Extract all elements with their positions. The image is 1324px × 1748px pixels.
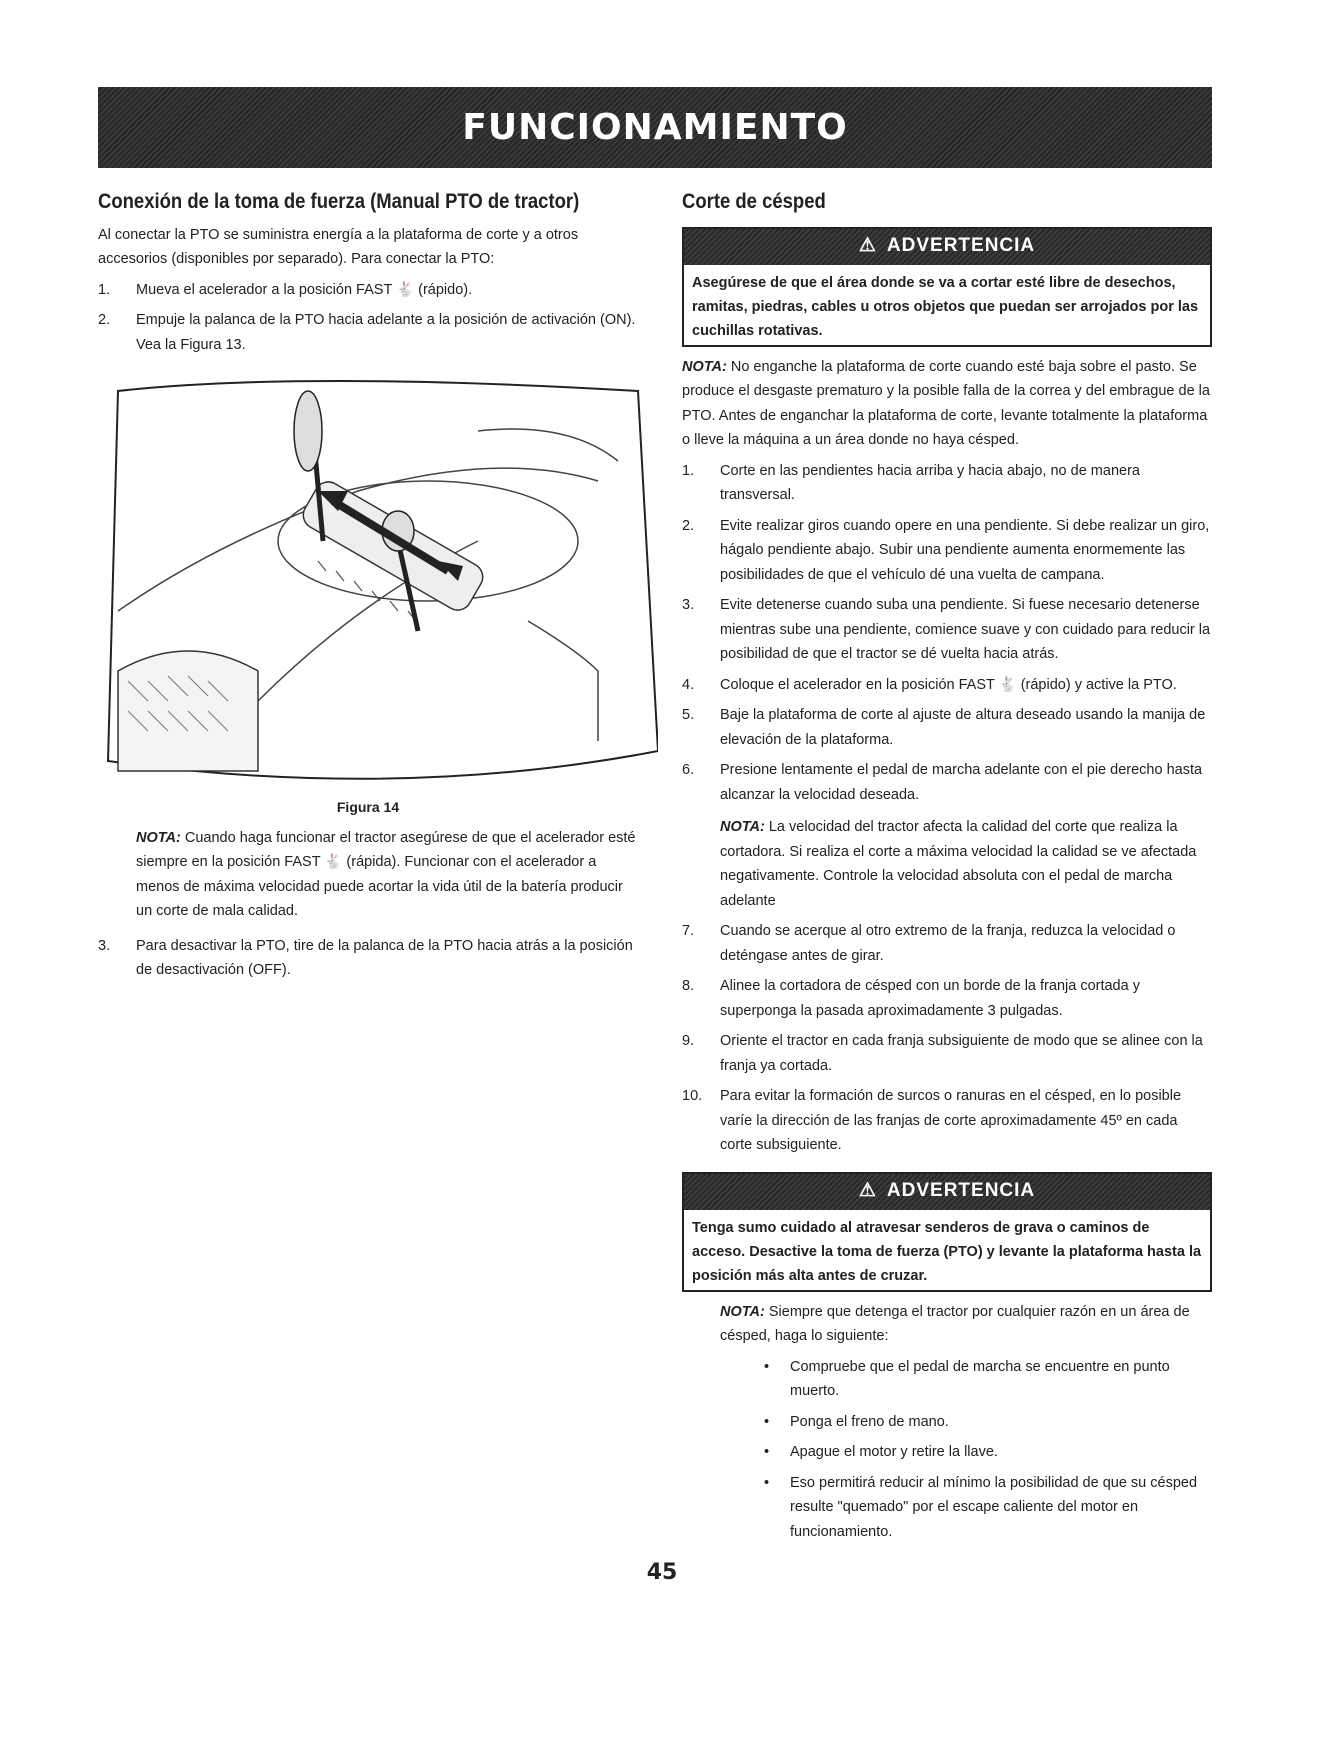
- mowing-note-3: [720, 1300, 1212, 1349]
- step-text: Empuje la palanca de la PTO hacia adelante a la posición de activación (ON). Vea la Figura 13.: [136, 312, 636, 353]
- step-text: Para desactivar la PTO, tire de la palanca de la PTO hacia atrás a la posición de desactivación (OFF).: [136, 937, 633, 978]
- warning-body: Tenga sumo cuidado al atravesar senderos de grava o caminos de acceso. Desactive la toma de fuerza (PTO) y levante la plataforma hasta la posición más alta antes de cruzar.: [692, 1219, 1202, 1284]
- checklist-item: [764, 1410, 1212, 1435]
- figure-14-illustration: [98, 371, 658, 791]
- note-label: NOTA:: [136, 829, 181, 846]
- mowing-step: [682, 974, 1212, 1023]
- pto-step-2: [98, 308, 638, 357]
- mowing-step: [682, 673, 1212, 698]
- bullet-icon: •: [764, 1474, 770, 1491]
- step-number: 1.: [98, 281, 111, 298]
- step-number: 3.: [98, 937, 111, 954]
- figure-caption: Figura 14: [336, 799, 400, 815]
- banner-title: FUNCIONAMIENTO: [462, 107, 848, 148]
- step-number: 4.: [682, 676, 695, 693]
- step-text: Presione lentamente el pedal de marcha adelante con el pie derecho hasta alcanzar la velocidad deseada.: [720, 762, 1203, 803]
- step-text: Baje la plataforma de corte al ajuste de altura deseado usando la manija de elevación de la plataforma.: [720, 707, 1206, 748]
- note-text: No enganche la plataforma de corte cuando esté baja sobre el pasto. Se produce el desgaste prematuro y la posible falla de la correa y del embrague de la PTO. Antes de enganchar la plataforma de corte, levante totalmente la plataforma o lleve la máquina a un área donde no haya césped.: [682, 358, 1210, 448]
- warning-triangle-icon: ⚠: [858, 1180, 877, 1202]
- note-label: NOTA:: [720, 1303, 765, 1320]
- checklist-text: Compruebe que el pedal de marcha se encuentre en punto muerto.: [790, 1358, 1170, 1399]
- mowing-step: [682, 758, 1212, 807]
- pto-intro: Al conectar la PTO se suministra energía a la plataforma de corte y a otros accesorios (disponibles por separado). Para conectar la PTO:: [98, 226, 579, 267]
- step-text: Para evitar la formación de surcos o ranuras en el césped, en lo posible varíe la dirección de las franjas de corte aproximadamente 45º en cada corte subsiguiente.: [720, 1088, 1182, 1153]
- mowing-note-2: [720, 815, 1212, 913]
- warning-box-1: [682, 227, 1212, 347]
- mowing-step: [682, 514, 1212, 588]
- step-number: 7.: [682, 923, 695, 939]
- pto-lever-drawing: [98, 371, 658, 791]
- pto-step-3: [98, 934, 638, 983]
- bullet-icon: •: [764, 1358, 770, 1375]
- section-banner: [98, 87, 1212, 168]
- step-text: Evite realizar giros cuando opere en una pendiente. Si debe realizar un giro, hágalo pendiente abajo. Subir una pendiente aumenta enormemente las posibilidades de que el vehículo dé una vuelta de campana.: [720, 517, 1210, 583]
- note-text: La velocidad del tractor afecta la calidad del corte que realiza la cortadora. Si realiza el corte a máxima velocidad la calidad se ve afectada negativamente. Controle la velocidad absoluta con el pedal de marcha adelante: [720, 819, 1197, 909]
- step-number: 9.: [682, 1033, 695, 1049]
- warning-header: [684, 229, 1210, 265]
- step-number: 2.: [682, 517, 695, 534]
- checklist-item: [764, 1440, 1212, 1465]
- warning-body: Asegúrese de que el área donde se va a cortar esté libre de desechos, ramitas, piedras, cables u otros objetos que puedan ser arrojados por las cuchillas rotativas.: [692, 274, 1199, 339]
- warning-title: ADVERTENCIA: [886, 1180, 1036, 1202]
- warning-triangle-icon: ⚠: [858, 235, 877, 257]
- note-text: Siempre que detenga el tractor por cualquier razón en un área de césped, haga lo siguiente:: [720, 1303, 1190, 1344]
- checklist-item: [764, 1355, 1212, 1404]
- step-number: 2.: [98, 312, 111, 328]
- left-column: [98, 190, 638, 983]
- step-number: 8.: [682, 978, 695, 994]
- checklist-item: [764, 1471, 1212, 1545]
- note-text: Cuando haga funcionar el tractor asegúrese de que el acelerador esté siempre en la posición FAST 🐇 (rápida). Funcionar con el acelerador a menos de máxima velocidad puede acortar la vida útil de la batería producir un corte de mala calidad.: [136, 829, 636, 919]
- step-number: 1.: [682, 462, 695, 479]
- checklist-text: Apague el motor y retire la llave.: [790, 1444, 998, 1460]
- bullet-icon: •: [764, 1413, 770, 1430]
- mowing-note-1: [682, 355, 1212, 453]
- checklist-text: Eso permitirá reducir al mínimo la posibilidad de que su césped resulte "quemado" por el escape caliente del motor en funcionamiento.: [790, 1474, 1198, 1540]
- note-label: NOTA:: [720, 819, 765, 835]
- mowing-step: [682, 459, 1212, 508]
- warning-header: [684, 1174, 1210, 1210]
- step-text: Alinee la cortadora de césped con un borde de la franja cortada y superponga la pasada aproximadamente 3 pulgadas.: [720, 978, 1140, 1019]
- step-text: Oriente el tractor en cada franja subsiguiente de modo que se alinee con la franja ya cortada.: [720, 1033, 1203, 1074]
- right-column: [682, 190, 1212, 1544]
- stop-checklist: [764, 1355, 1212, 1545]
- mowing-step: [682, 919, 1212, 968]
- step-number: 3.: [682, 597, 695, 613]
- step-text: Corte en las pendientes hacia arriba y hacia abajo, no de manera transversal.: [720, 462, 1140, 503]
- pto-heading: Conexión de la toma de fuerza (Manual PTO de tractor): [98, 190, 580, 213]
- bullet-icon: •: [764, 1444, 770, 1460]
- mowing-heading: Corte de césped: [682, 190, 826, 213]
- step-number: 5.: [682, 707, 695, 723]
- mowing-step: [682, 703, 1212, 752]
- warning-box-2: [682, 1172, 1212, 1292]
- checklist-text: Ponga el freno de mano.: [790, 1413, 949, 1430]
- mowing-steps-b: [682, 919, 1212, 1158]
- warning-title: ADVERTENCIA: [886, 235, 1036, 257]
- page-number: 45: [646, 1560, 678, 1585]
- pto-note: [136, 826, 638, 924]
- step-number: 6.: [682, 762, 695, 778]
- step-text: Mueva el acelerador a la posición FAST 🐇 (rápido).: [136, 281, 473, 298]
- note-label: NOTA:: [682, 358, 727, 375]
- mowing-step: [682, 1084, 1212, 1158]
- mowing-step: [682, 593, 1212, 667]
- mowing-steps-a: [682, 459, 1212, 808]
- step-number: 10.: [682, 1088, 703, 1104]
- mowing-step: [682, 1029, 1212, 1078]
- step-text: Coloque el acelerador en la posición FAST 🐇 (rápido) y active la PTO.: [720, 676, 1177, 693]
- step-text: Cuando se acerque al otro extremo de la franja, reduzca la velocidad o deténgase antes de girar.: [720, 923, 1176, 964]
- step-text: Evite detenerse cuando suba una pendiente. Si fuese necesario detenerse mientras sube una pendiente, comience suave y con cuidado para reducir la posibilidad de que el tractor se dé vuelta hacia atrás.: [720, 597, 1211, 662]
- pto-step-1: [98, 278, 638, 303]
